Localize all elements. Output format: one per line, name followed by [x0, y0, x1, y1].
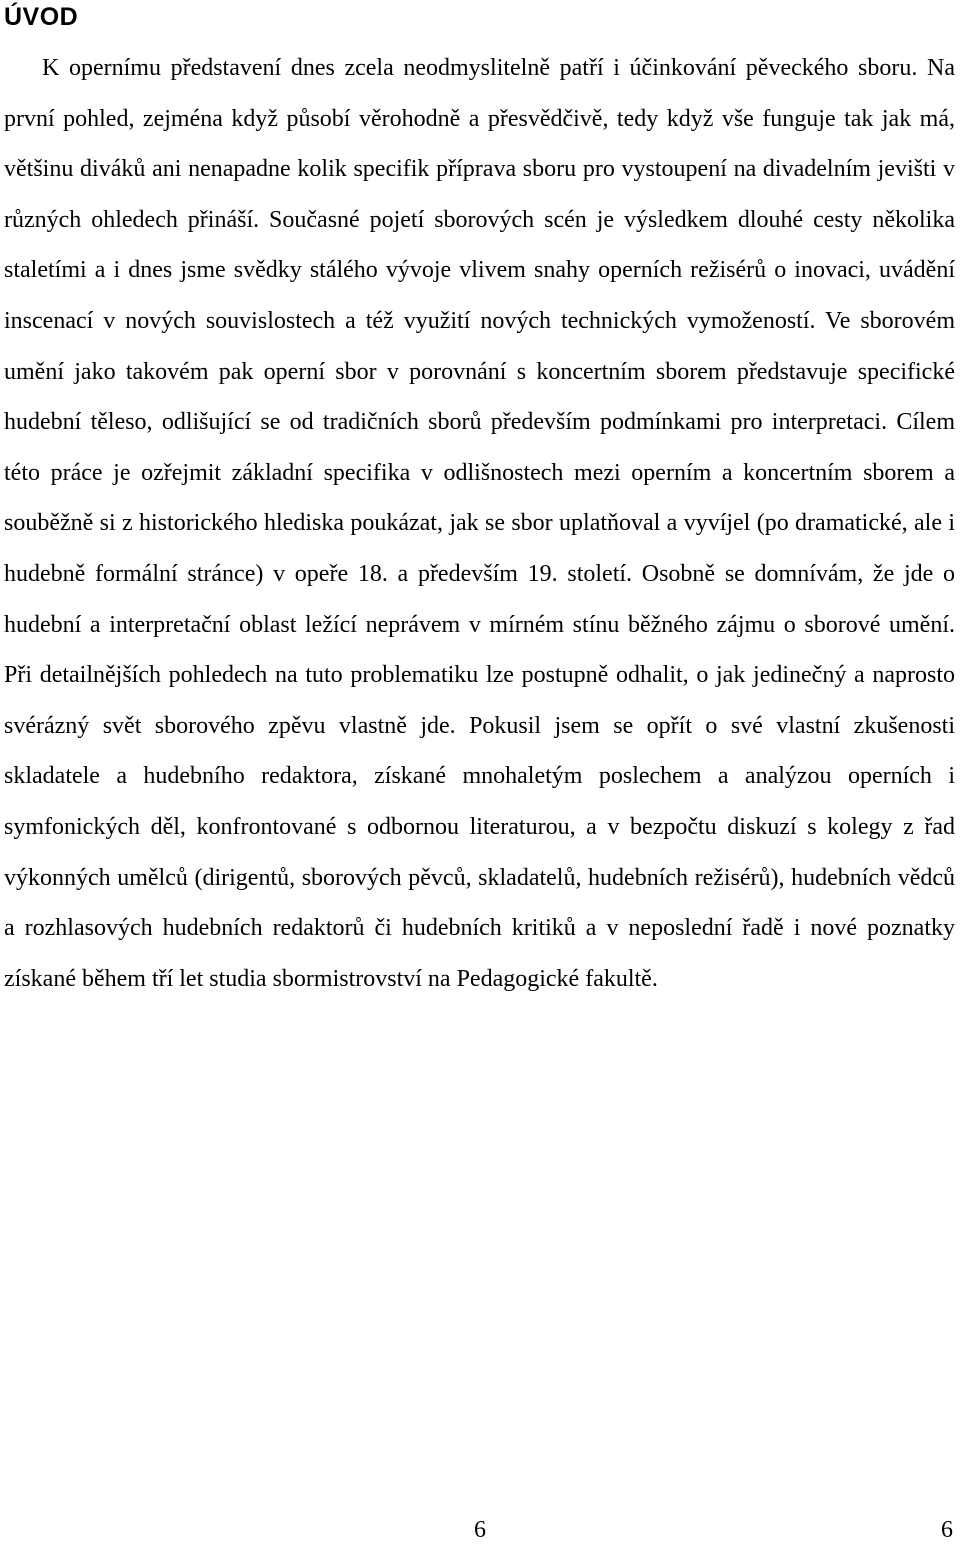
section-heading: ÚVOD — [4, 3, 79, 31]
page-number-right: 6 — [941, 1517, 953, 1543]
page-number-center: 6 — [474, 1517, 486, 1543]
body-paragraph: K opernímu představení dnes zcela neodmyslitelně patří i účinkování pěveckého sboru. Na první pohled, zejména když působí věrohodně a přesvědčivě, tedy když vše funguje tak jak má, většinu diváků ani nenapadne kolik specifik příprava sboru pro vystoupení na divadelním jevišti v různých ohledech přináší. Současné pojetí sborových scén je výsledkem dlouhé cesty několika staletími a i dnes jsme svědky stálého vývoje vlivem snahy operních režisérů o inovaci, uvádění inscenací v nových souvislostech a též využití nových technických vymožeností. Ve sborovém umění jako takovém pak operní sbor v porovnání s koncertním sborem představuje specifické hudební těleso, odlišující se od tradičních sborů především podmínkami pro interpretaci. Cílem této práce je ozřejmit základní specifika v odlišnostech mezi operním a koncertním sborem a souběžně si z historického hlediska poukázat, jak se sbor uplatňoval a vyvíjel (po dramatické, ale i hudebně formální stránce) v opeře 18. a především 19. století. Osobně se domnívám, že jde o hudební a interpretační oblast ležící neprávem v mírném stínu běžného zájmu o sborové umění. Při detailnějších pohledech na tuto problematiku lze postupně odhalit, o jak jedinečný a naprosto svérázný svět sborového zpěvu vlastně jde. Pokusil jsem se opřít o své vlastní zkušenosti skladatele a hudebního redaktora, získané mnohaletým poslechem a analýzou operních i symfonických děl, konfrontované s odbornou literaturou, a v bezpočtu diskuzí s kolegy z řad výkonných umělců (dirigentů, sborových pěvců, skladatelů, hudebních režisérů), hudebních vědců a rozhlasových hudebních redaktorů či hudebních kritiků a v neposlední řadě i nové poznatky získané během tří let studia sbormistrovství na Pedagogické fakultě. — [4, 55, 955, 992]
